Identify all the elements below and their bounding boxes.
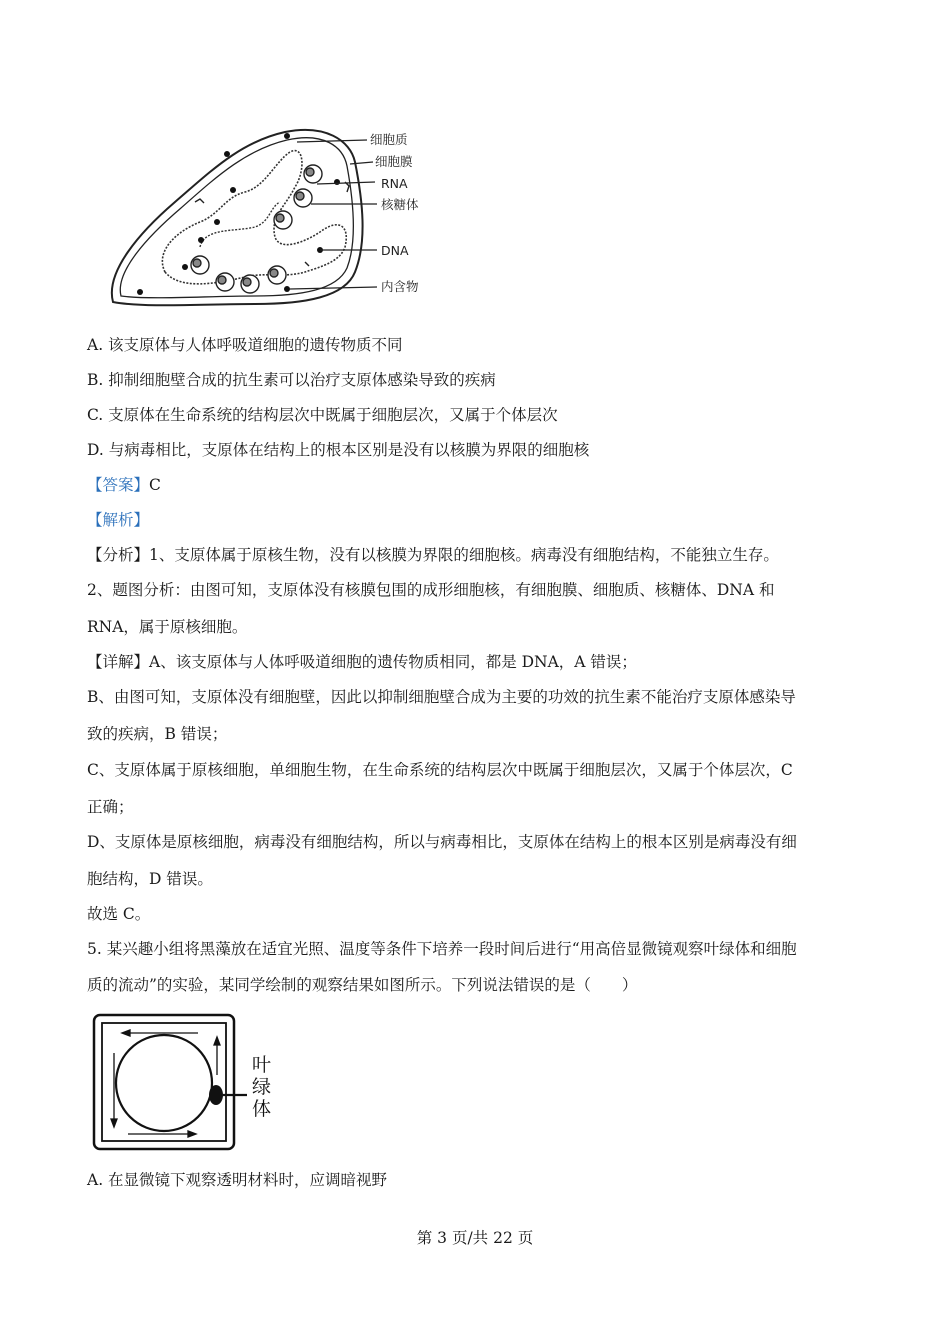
analysis-line-8: 正确； — [87, 798, 134, 816]
analysis-line-7: C、支原体属于原核细胞，单细胞生物，在生命系统的结构层次中既属于细胞层次，又属于个体层次，C — [87, 761, 793, 779]
chloroplast-cell-diagram — [92, 1013, 292, 1155]
answer-value: C — [149, 476, 161, 494]
label-membrane: 细胞膜 — [375, 154, 413, 169]
cell-membrane-outline — [112, 130, 363, 305]
fig-label-char-3: 体 — [252, 1098, 272, 1120]
label-inclusion: 内含物 — [381, 279, 419, 294]
vacuole-circle — [116, 1035, 212, 1131]
label-ribosome: 核糖体 — [381, 197, 419, 212]
fig-label-char-1: 叶 — [252, 1054, 272, 1076]
q5-stem-2: 质的流动”的实验，某同学绘制的观察结果如图所示。下列说法错误的是（ ） — [87, 976, 638, 994]
analysis-line-1: 【分析】1、支原体属于原核生物，没有以核膜为界限的细胞核。病毒没有细胞结构，不能独立生存。 — [87, 546, 779, 564]
label-dna: DNA — [381, 243, 409, 258]
q5-option-a: A. 在显微镜下观察透明材料时，应调暗视野 — [87, 1171, 388, 1189]
q4-option-d: D. 与病毒相比，支原体在结构上的根本区别是没有以核膜为界限的细胞核 — [87, 441, 590, 459]
analysis-line-5: B、由图可知，支原体没有细胞壁，因此以抑制细胞壁合成为主要的功效的抗生素不能治疗支原体感染导 — [87, 688, 796, 706]
analysis-tag: 【解析】 — [87, 511, 150, 529]
chloroplast-dot — [209, 1085, 223, 1105]
answer-tag: 【答案】 — [87, 476, 150, 494]
analysis-line-6: 致的疾病，B 错误； — [87, 725, 228, 743]
q4-option-c: C. 支原体在生命系统的结构层次中既属于细胞层次，又属于个体层次 — [87, 406, 558, 424]
q5-stem-1: 5. 某兴趣小组将黑藻放在适宜光照、温度等条件下培养一段时间后进行“用高倍显微镜观察叶绿体和细胞 — [87, 940, 797, 958]
fig-label-char-2: 绿 — [252, 1076, 272, 1098]
inclusion-dots — [137, 133, 340, 295]
analysis-line-11: 故选 C。 — [87, 905, 151, 923]
label-rna: RNA — [381, 176, 408, 191]
page-footer: 第 3 页/共 22 页 — [416, 1229, 534, 1247]
q4-option-a: A. 该支原体与人体呼吸道细胞的遗传物质不同 — [87, 336, 403, 354]
q4-option-b: B. 抑制细胞壁合成的抗生素可以治疗支原体感染导致的疾病 — [87, 371, 496, 389]
analysis-line-10: 胞结构，D 错误。 — [87, 870, 213, 888]
answer-line — [87, 475, 161, 495]
analysis-line-2: 2、题图分析：由图可知，支原体没有核膜包围的成形细胞核，有细胞膜、细胞质、核糖体、DNA 和 — [87, 581, 775, 599]
ribosome-group — [191, 165, 322, 293]
label-cytoplasm: 细胞质 — [370, 132, 408, 147]
mycoplasma-diagram — [105, 122, 445, 312]
analysis-line-3: RNA，属于原核细胞。 — [87, 618, 248, 636]
analysis-line-4: 【详解】A、该支原体与人体呼吸道细胞的遗传物质相同，都是 DNA，A 错误； — [87, 653, 637, 671]
analysis-line-9: D、支原体是原核细胞，病毒没有细胞结构，所以与病毒相比，支原体在结构上的根本区别是病毒没有细 — [87, 833, 797, 851]
